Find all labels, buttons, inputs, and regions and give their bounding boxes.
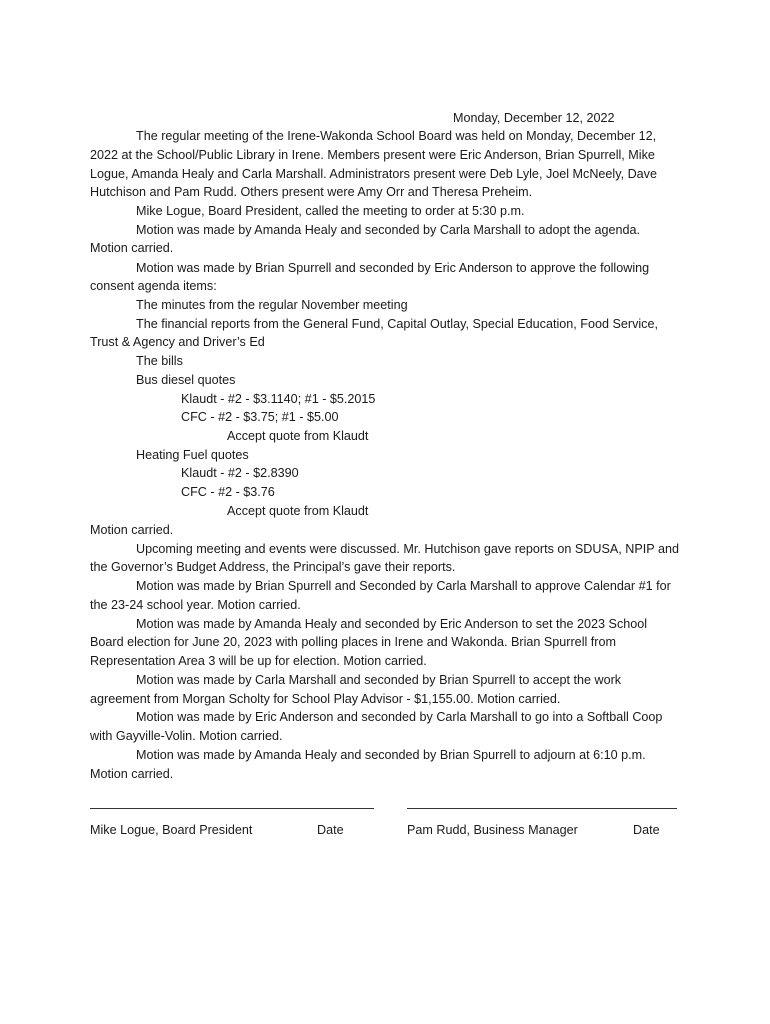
paragraph-line: Motion was made by Amanda Healy and seconded by Carla Marshall to adopt the agenda. <box>136 223 641 237</box>
paragraph-line: the Governor’s Budget Address, the Principal’s gave their reports. <box>90 560 456 574</box>
paragraph-line: Motion was made by Carla Marshall and seconded by Brian Spurrell to accept the work <box>136 673 622 687</box>
paragraph-line: the 23-24 school year. Motion carried. <box>90 598 301 612</box>
quote-item: CFC - #2 - $3.75; #1 - $5.00 <box>181 410 339 424</box>
president-date-label: Date <box>317 823 344 837</box>
paragraph-line: Hutchison and Pam Rudd. Others present were Amy Orr and Theresa Preheim. <box>90 185 533 199</box>
quote-decision: Accept quote from Klaudt <box>227 429 369 443</box>
meeting-date: Monday, December 12, 2022 <box>453 111 615 125</box>
quote-item: Klaudt - #2 - $3.1140; #1 - $5.2015 <box>181 392 376 406</box>
manager-signature-label: Pam Rudd, Business Manager <box>407 823 578 837</box>
president-signature-label: Mike Logue, Board President <box>90 823 253 837</box>
paragraph-line: consent agenda items: <box>90 279 217 293</box>
paragraph-line: with Gayville-Volin. Motion carried. <box>90 729 283 743</box>
paragraph-line: 2022 at the School/Public Library in Irene. Members present were Eric Anderson, Brian Spurrell, Mike <box>90 148 655 162</box>
president-signature-line <box>90 808 374 809</box>
agenda-item: The financial reports from the General Fund, Capital Outlay, Special Education, Food Service, <box>136 317 658 331</box>
manager-date-label: Date <box>633 823 660 837</box>
paragraph-line: Motion was made by Amanda Healy and seconded by Brian Spurrell to adjourn at 6:10 p.m. <box>136 748 646 762</box>
paragraph-line: Logue, Amanda Healy and Carla Marshall. Administrators present were Deb Lyle, Joel McNeely, Dave <box>90 167 657 181</box>
paragraph-line: Motion was made by Eric Anderson and seconded by Carla Marshall to go into a Softball Coop <box>136 710 663 724</box>
paragraph-line: Mike Logue, Board President, called the meeting to order at 5:30 p.m. <box>136 204 525 218</box>
agenda-item: Bus diesel quotes <box>136 373 236 387</box>
paragraph-line: Upcoming meeting and events were discussed. Mr. Hutchison gave reports on SDUSA, NPIP and <box>136 542 679 556</box>
paragraph-line: Motion carried. <box>90 767 174 781</box>
quote-decision: Accept quote from Klaudt <box>227 504 369 518</box>
agenda-item: The minutes from the regular November meeting <box>136 298 408 312</box>
quote-item: Klaudt - #2 - $2.8390 <box>181 466 299 480</box>
paragraph-line: Motion was made by Brian Spurrell and seconded by Eric Anderson to approve the following <box>136 261 650 275</box>
agenda-item: The bills <box>136 354 183 368</box>
quote-item: CFC - #2 - $3.76 <box>181 485 275 499</box>
paragraph-line: Board election for June 20, 2023 with polling places in Irene and Wakonda. Brian Spurrell from <box>90 635 616 649</box>
paragraph-line: The regular meeting of the Irene-Wakonda School Board was held on Monday, December 12, <box>136 129 657 143</box>
paragraph-line: agreement from Morgan Scholty for School Play Advisor - $1,155.00. Motion carried. <box>90 692 561 706</box>
paragraph-line: Motion carried. <box>90 241 174 255</box>
agenda-item: Heating Fuel quotes <box>136 448 249 462</box>
paragraph-line: Representation Area 3 will be up for election. Motion carried. <box>90 654 427 668</box>
agenda-item: Trust & Agency and Driver’s Ed <box>90 335 265 349</box>
paragraph-line: Motion carried. <box>90 523 174 537</box>
paragraph-line: Motion was made by Brian Spurrell and Seconded by Carla Marshall to approve Calendar #1 for <box>136 579 671 593</box>
manager-signature-line <box>407 808 677 809</box>
paragraph-line: Motion was made by Amanda Healy and seconded by Eric Anderson to set the 2023 School <box>136 617 648 631</box>
